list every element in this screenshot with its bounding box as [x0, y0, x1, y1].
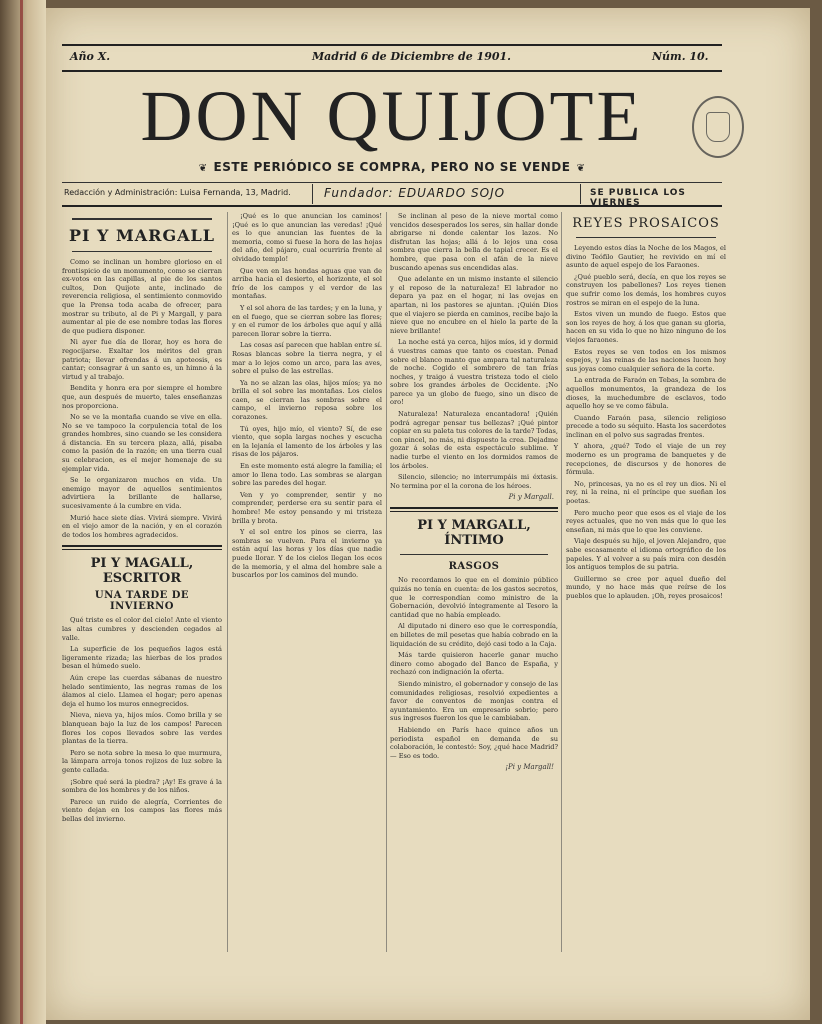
title-rule — [72, 251, 212, 252]
paragraph: ¡Qué es lo que anuncian los caminos! ¡Qué es lo que anuncian las veredas! ¡Qué es lo que anuncian las fuentes de la memoria, como si fuese la hora de las hojas del año, del pájaro, cual ocurriría frente al olvidado templo! — [232, 212, 382, 263]
info-bar — [62, 182, 722, 207]
column-4 — [566, 212, 726, 974]
paragraph: No, princesas, ya no es el rey un dios. Ni el rey, ni la reina, ni el príncipe que sueñan los poetas. — [566, 479, 726, 506]
ornament-icon: ❦ — [198, 163, 208, 174]
paragraph: No se ve la montaña cuando se vive en ella. No se ve tampoco la corpulencia total de los grandes hombres, sino cuando se les considera á distancia. En su tercera plaza, allá, pisaba como la pasión de la razón; en una tierra cual su celebracion, es el mejor homenaje de su ejemplar vida. — [62, 413, 222, 473]
ornament-icon: ❦ — [576, 163, 586, 174]
signature: ¡Pi y Margall! — [505, 763, 554, 772]
title-rule — [400, 554, 548, 555]
column-1 — [62, 212, 222, 974]
paragraph: Siendo ministro, el gobernador y consejo de las comunidades religiosas, resolvió expedientes a favor de conventos de monjas contra el ayuntamiento. Era un empresario sobrio; pero sus ingresos fueron los que le cambiaban. — [390, 679, 558, 723]
year-label: Año X. — [70, 50, 111, 63]
paragraph: Ven y yo comprender, sentir y no comprender, perderse era su sentir para el hombre! Me estoy pensando y mi tristeza brilla y brota. — [232, 490, 382, 525]
paragraph: Estos viven un mundo de fuego. Estos que son los reyes de hoy, á los que ganan su gloria, hacen en su vida lo que no hizo ninguno de los viejos faraones. — [566, 310, 726, 344]
column-2 — [232, 212, 382, 974]
paragraph: En este momento está alegre la familia; el amor lo llena todo. Las sombras se alargan sobre las paredes del hogar. — [232, 462, 382, 488]
binding-line — [20, 0, 23, 1024]
article-title: REYES PROSAICOS — [572, 216, 720, 231]
paragraph: Pero se nota sobre la mesa lo que murmura, la lámpara arroja tonos rojizos de luz sobre la gente callada. — [62, 748, 222, 774]
signature: Pi y Margall. — [508, 493, 554, 502]
paragraph: Viaje después su hijo, el joven Alejandro, que sabe escasamente el idioma ortográfico de los papeles. Y al volver a su país mira con desdén los antiguos templos de su patria. — [566, 537, 726, 572]
paragraph: Que ven en las hondas aguas que van de arriba hacia el desierto, el horizonte, el sol frío de los campos y el verdor de las montañas. — [232, 266, 382, 301]
paragraph: Nieva, nieva ya, hijos míos. Como brilla y se blanquean bajo la luz de los campos! Parecen flores los copos llevados sobre las verdes plantas de la tierra. — [62, 711, 222, 746]
paragraph: La superficie de los pequeños lagos está ligeramente rizada; las hierbas de los prados besan el húmedo suelo. — [62, 645, 222, 671]
paragraph: Y ahora, ¿qué? Todo el viaje de un rey moderno es un programa de banquetes y de recepciones, de discursos y de honores de fórmula. — [566, 442, 726, 477]
paragraph: Se inclinan al peso de la nieve mortal como vencidos desesperados los seres, sin hallar donde abrigarse ni donde calentar los lazos. No disfrutan las hojas; allá á lo lejos una cosa sombra que cierra la bella de tapial crecer. Es el hombre, que pasa con el afán de la nieve buscando apenas sus encendidas alas. — [390, 212, 558, 272]
masthead: DON QUIJOTE — [140, 76, 644, 156]
paragraph: Parece un ruido de alegría, Corrientes de viento dejan en los campos las flores más bellas del invierno. — [62, 797, 222, 823]
paragraph: Cuando Faraón pasa, silencio religioso precede a todo su séquito. Hasta los sacerdotes inclinan en el polvo sus sagradas frentes. — [566, 413, 726, 439]
subhead-text: ESTE PERIÓDICO SE COMPRA, PERO NO SE VENDE — [213, 160, 571, 174]
article-title: PI Y MAGALL, ESCRITOR — [90, 556, 194, 587]
paragraph: La noche está ya cerca, hijos míos, id y dormid á vuestras camas que tanto os cuestan. Penad sobre el blanco manto que ampara tal naturaleza de noche. Cogido el sombrero de tan frías noches, y traigo á vuestra tristeza todo el cielo sobre los grandes árboles de Occidente. ¡No parece ya un globo de fuego, sino un disco de oro! — [390, 338, 558, 407]
paragraph: La entrada de Faraón en Tebas, la sombra de aquellos monumentos, la grandeza de los dioses, la muchedumbre de esclavos, todo aquello hoy se ve como fábula. — [566, 376, 726, 411]
column-3 — [390, 212, 558, 974]
book-spine — [0, 0, 46, 1024]
paragraph: Ya no se alzan las olas, hijos míos; ya no brilla el sol sobre las montañas. Los cielos caen, se cierran las sombras sobre el campo, el invierno reposa sobre los corazones. — [232, 378, 382, 422]
article-subtitle: UNA TARDE DE INVIERNO — [94, 590, 190, 613]
paragraph: Silencio, silencio; no interrumpáis mi éxtasis. No termina por el la corona de los héroes. — [390, 473, 558, 490]
article-title: PI Y MARGALL, ÍNTIMO — [417, 518, 531, 549]
publish-day-label: SE PUBLICA LOS VIERNES — [590, 188, 686, 208]
paragraph: Y el sol entre los pinos se cierra, las sombras se vuelven. Para el invierno ya están aquí las horas y los días que nadie puede llorar. Y de los cielos llegan los ecos de la memoria, y el alma del hombre sale a buscarlos por los caminos del mundo. — [232, 528, 382, 580]
paragraph: Que adelante en un mismo instante el silencio y el reposo de la naturaleza! El labrador no depara ya paz en el hogar, ni las ovejas en apartan, ni los pastores se ajuntan. ¡Quién Dios que el viajero se pierda en caminos, recibe bajo la nieve que no encubre en el hielo la parte de la nieve brillante! — [390, 275, 558, 335]
subhead — [60, 160, 724, 174]
paragraph: Guillermo se cree por aquel dueño del mundo, y no hace más que reírse de los pueblos que lo aplauden. ¡Oh, reyes prosaicos! — [566, 574, 726, 600]
paragraph: Al diputado ni dinero eso que le correspondía, en billetes de mil pesetas que había cobrado en la liquidación de su crédito, dejó casi todo a la Caja. — [390, 622, 558, 648]
paragraph: Aún crepe las cuerdas sábanas de nuestro helado sentimiento, las negras ramas de los álamos al cielo. Llamea el hogar; pero apenas deja el humo los muros ennegrecidos. — [62, 673, 222, 708]
separator — [312, 184, 313, 204]
paragraph: Se le organizaron muchos en vida. Un enemigo mayor de aquellos sentimientos advirtiera la brillante de hallarse, sucesivamente á la cumbre en vida. — [62, 476, 222, 511]
column-rule — [227, 212, 228, 952]
paragraph: Qué triste es el color del cielo! Ante el viento las altas cumbres y descienden cegados al valle. — [62, 616, 222, 642]
paragraph: Las cosas así parecen que hablan entre sí. Rosas blancas sobre la tierra negra, y el mar a lo lejos como un arco, para las aves, sobre el pulso de las estrellas. — [232, 341, 382, 376]
title-rule — [576, 237, 716, 238]
section-divider — [62, 545, 222, 550]
paragraph: Tú oyes, hijo mío, el viento? Sí, de ese viento, que sopla largas noches y escucha en la lejanía el lamento de los árboles y las risas de los pájaros. — [232, 424, 382, 459]
paragraph: Bendita y honra era por siempre el hombre que, aun después de muerto, tales enseñanzas nos proporciona. — [62, 384, 222, 410]
paragraph: Habiendo en París hace quince años un periodista español en demanda de su colaboración, le contestó: Soy, ¿qué hace Madrid? — Eso es todo. — [390, 725, 558, 760]
column-rule — [386, 212, 387, 952]
library-stamp-icon — [692, 96, 744, 158]
paragraph: Y el sol ahora de las tardes; y en la luna, y en el fuego, que se cierran sobre las flores; y en el rumor de los árboles que aquí y allá parecen llorar sobre la tierra. — [232, 303, 382, 338]
paragraph: ¡Sobre qué será la piedra? ¡Ay! Es grave á la sombra de los hombres y de los niños. — [62, 777, 222, 795]
paragraph: Como se inclinan un hombre glorioso en el frontispicio de un monumento, como se cierran ex-votos en las capillas, al pie de los santos cultos, Don Quijote ante, inclinado de reverencia religiosa, el sentimiento conmovido que la Prensa toda acaba de ofrecer, para mostrar su tributo, al de Pi y Margall, y para aumentar al pie de ese nombre todas las flores de que pudiera disponer. — [62, 258, 222, 335]
issue-number: Núm. 10. — [652, 50, 709, 63]
title-rule — [72, 218, 212, 220]
paragraph: No recordamos lo que en el dominio público quizás no tenía en cuenta: de los gastos secretos, que le correspondían como ministro de la Gobernación, devolvió íntegramente al Tesoro la cantidad que no había empleado. — [390, 576, 558, 619]
founder-label: Fundador: EDUARDO SOJO — [324, 186, 506, 200]
date-label: Madrid 6 de Diciembre de 1901. — [312, 50, 512, 63]
paragraph: Estos reyes se ven todos en los mismos espejos, y las reinas de las naciones lucen hoy sus joyas como cualquier señora de la corte. — [566, 347, 726, 373]
separator — [580, 184, 581, 204]
paragraph: Naturaleza! Naturaleza encantadora! ¡Quién podrá agregar pensar tus bellezas? ¡Qué pintor copiar en su paleta tus colores de la tarde? Todas, con pincel, no más, ni dispuesto la crea. Dejadme gozar á solas de esta espectáculo sublime. Y nadie turbe el viento en los dormidos ramos de los árboles. — [390, 410, 558, 470]
paragraph: Leyendo estos días la Noche de los Magos, el divino Teófilo Gautier, he revivido en mí el asunto de aquel espejo de los Faraones. — [566, 244, 726, 270]
paragraph: ¿Qué pueblo será, decía, en que los reyes se construyen los pabellones? Los reyes tienen que sufrir como los demás, los hombres cuyos rostros se miran en el espejo de la luna. — [566, 272, 726, 307]
section-divider — [390, 507, 558, 512]
paragraph: Pero mucho peor que esos es el viaje de los reyes actuales, que no ven más que lo que les enseñan, ni más que lo que les conviene. — [566, 508, 726, 534]
top-bar — [62, 44, 722, 72]
article-subtitle: RASGOS — [448, 561, 500, 573]
paragraph: Murió hace siete días. Vivirá siempre. Vivirá en el viejo amor de la nación, y en el corazón de todos los hombres agradecidos. — [62, 513, 222, 539]
redaccion-label: Redacción y Administración: Luisa Fernanda, 13, Madrid. — [64, 188, 291, 197]
column-rule — [561, 212, 562, 952]
paragraph: Más tarde quisieron hacerle ganar mucho dinero como abogado del Banco de España, y rechazó con indignación la oferta. — [390, 651, 558, 677]
article-title: PI Y MARGALL — [68, 226, 216, 245]
paragraph: Ni ayer fue día de llorar, hoy es hora de regocijarse. Exaltar los méritos del gran patriota; llevar ofrendas á un apoteosis, es cantar; consagrar á un santo es, un himno á la virtud y al trabajo. — [62, 338, 222, 381]
